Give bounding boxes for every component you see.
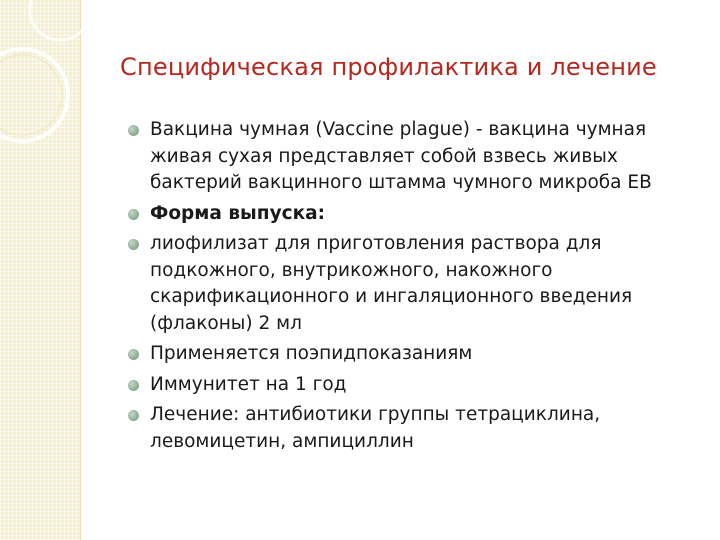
list-item [128,201,688,228]
list-item-text: Вакцина чумная (Vaccine plague) - вакцина чумная живая сухая представляет собой взвесь живых бактерий вакцинного штамма чумного микроба EВ [150,119,652,193]
bullet-icon [128,349,139,360]
list-item [128,341,688,368]
decorative-circles-icon [0,0,140,200]
list-item [128,372,688,399]
bullet-icon [128,239,139,250]
bullet-icon [128,410,139,421]
list-item [128,402,688,455]
bullet-list [128,117,688,459]
list-item-text: Форма выпуска: [150,202,326,224]
list-item-text: Лечение: антибиотики группы тетрациклина, левомицетин, ампициллин [150,404,601,452]
bullet-icon [128,380,139,391]
list-item [128,231,688,337]
list-item-text: Применяется поэпидпоказаниям [150,343,473,364]
slide-title: Специфическая профилактика и лечение [120,53,657,81]
bullet-icon [128,125,139,136]
list-item-text: лиофилизат для приготовления раствора для подкожного, внутрикожного, накожного скарификационного и ингаляционного введения (флаконы) 2 мл [150,233,633,334]
list-item [128,117,688,197]
bullet-icon [128,209,139,220]
list-item-text: Иммунитет на 1 год [150,373,347,395]
